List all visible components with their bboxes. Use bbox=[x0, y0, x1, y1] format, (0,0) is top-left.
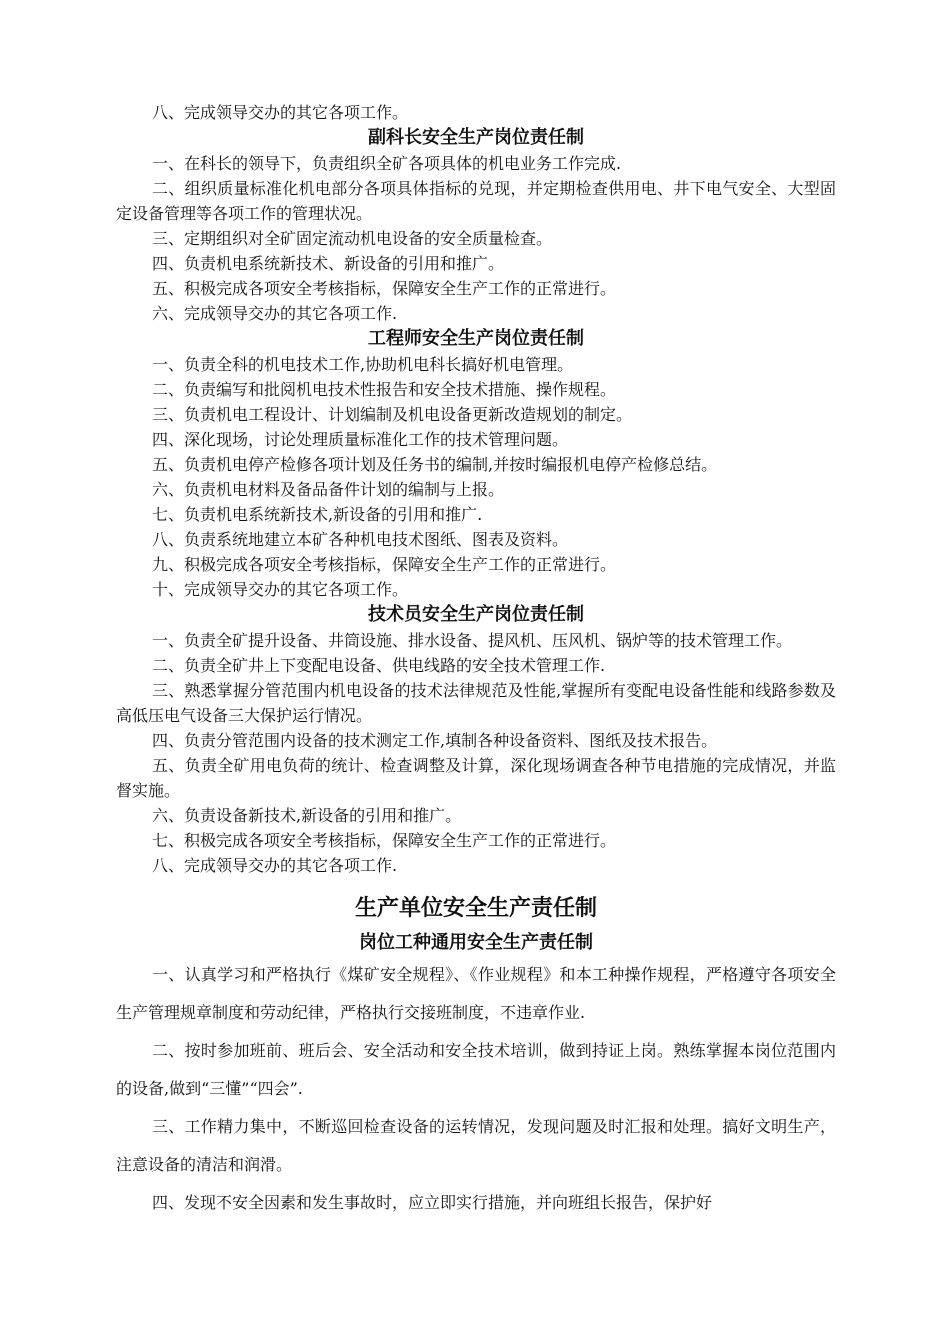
paragraph: 三、熟悉掌握分管范围内机电设备的技术法律规范及性能,掌握所有变配电设备性能和线路参数及高低压电气设备三大保护运行情况。 bbox=[116, 681, 836, 725]
section-heading-technician: 技术员安全生产岗位责任制 bbox=[368, 604, 584, 625]
paragraph: 二、负责全矿井上下变配电设备、供电线路的安全技术管理工作. bbox=[152, 656, 606, 675]
paragraph: 五、积极完成各项安全考核指标，保障安全生产工作的正常进行。 bbox=[152, 279, 617, 298]
section-heading-deputy-chief: 副科长安全生产岗位责任制 bbox=[368, 127, 584, 148]
paragraph: 一、在科长的领导下，负责组织全矿各项具体的机电业务工作完成. bbox=[152, 154, 622, 173]
paragraph: 六、负责机电材料及备品备件计划的编制与上报。 bbox=[152, 480, 505, 499]
paragraph: 八、完成领导交办的其它各项工作。 bbox=[152, 103, 409, 122]
paragraph: 三、负责机电工程设计、计划编制及机电设备更新改造规划的制定。 bbox=[152, 405, 633, 424]
paragraph: 二、按时参加班前、班后会、安全活动和安全技术培训，做到持证上岗。熟练掌握本岗位范围内的设备,做到“三懂”“四会”. bbox=[116, 1041, 836, 1098]
paragraph: 四、深化现场，讨论处理质量标准化工作的技术管理问题。 bbox=[152, 430, 569, 449]
paragraph: 八、负责系统地建立本矿各种机电技术图纸、图表及资料。 bbox=[152, 530, 569, 549]
paragraph: 十、完成领导交办的其它各项工作。 bbox=[152, 580, 409, 599]
paragraph: 七、积极完成各项安全考核指标，保障安全生产工作的正常进行。 bbox=[152, 831, 617, 850]
paragraph: 六、负责设备新技术,新设备的引用和推广。 bbox=[152, 806, 462, 825]
paragraph: 七、负责机电系统新技术,新设备的引用和推广. bbox=[152, 505, 483, 524]
paragraph: 二、组织质量标准化机电部分各项具体指标的兑现，并定期检查供用电、井下电气安全、大型固定设备管理等各项工作的管理状况。 bbox=[116, 179, 836, 223]
paragraph: 五、负责全矿用电负荷的统计、检查调整及计算，深化现场调查各种节电措施的完成情况，并监督实施。 bbox=[116, 756, 836, 800]
paragraph: 六、完成领导交办的其它各项工作. bbox=[152, 304, 398, 323]
paragraph: 五、负责机电停产检修各项计划及任务书的编制,并按时编报机电停产检修总结。 bbox=[152, 455, 718, 474]
paragraph: 八、完成领导交办的其它各项工作. bbox=[152, 856, 398, 875]
section-heading-engineer: 工程师安全生产岗位责任制 bbox=[368, 328, 584, 349]
paragraph: 一、负责全矿提升设备、井筒设施、排水设备、提风机、压风机、锅炉等的技术管理工作。 bbox=[152, 631, 793, 650]
general-posts-body bbox=[116, 956, 836, 1222]
section-heading-general-posts: 岗位工种通用安全生产责任制 bbox=[359, 932, 593, 953]
paragraph: 二、负责编写和批阅机电技术性报告和安全技术措施、操作规程。 bbox=[152, 380, 617, 399]
paragraph: 三、定期组织对全矿固定流动机电设备的安全质量检查。 bbox=[152, 229, 553, 248]
document-body bbox=[116, 100, 836, 1222]
paragraph: 一、认真学习和严格执行《煤矿安全规程》、《作业规程》和本工种操作规程，严格遵守各项安全生产管理规章制度和劳动纪律，严格执行交接班制度，不违章作业. bbox=[116, 965, 836, 1022]
paragraph: 一、负责全科的机电技术工作,协助机电科长搞好机电管理。 bbox=[152, 355, 574, 374]
paragraph: 四、发现不安全因素和发生事故时，应立即实行措施，并向班组长报告，保护好 bbox=[152, 1193, 713, 1212]
paragraph: 四、负责机电系统新技术、新设备的引用和推广。 bbox=[152, 254, 505, 273]
chapter-heading-production-units: 生产单位安全生产责任制 bbox=[354, 896, 597, 921]
paragraph: 三、工作精力集中，不断巡回检查设备的运转情况，发现问题及时汇报和处理。搞好文明生产，注意设备的清洁和润滑。 bbox=[116, 1117, 836, 1174]
paragraph: 九、积极完成各项安全考核指标，保障安全生产工作的正常进行。 bbox=[152, 555, 617, 574]
paragraph: 四、负责分管范围内设备的技术测定工作,填制各种设备资料、图纸及技术报告。 bbox=[152, 731, 718, 750]
